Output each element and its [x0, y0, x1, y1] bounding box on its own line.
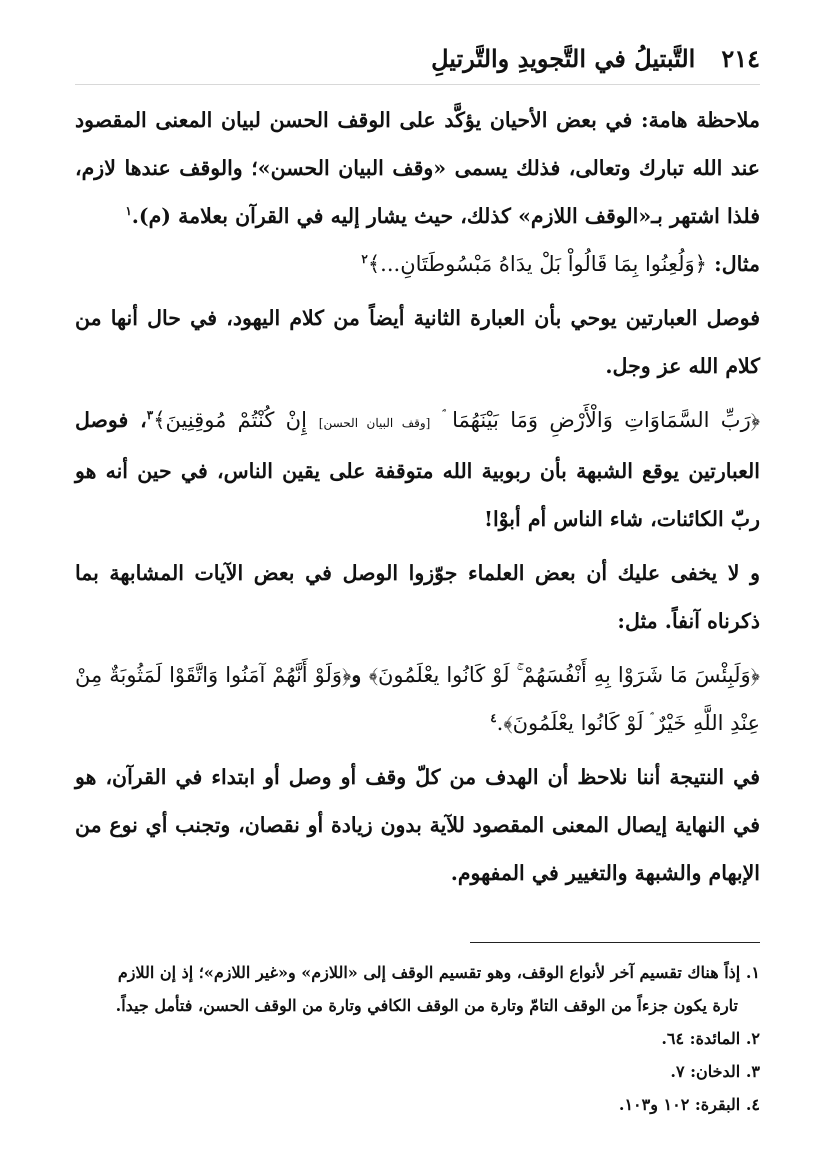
- footnotes: [75, 956, 760, 1121]
- page-number: ٢١٤: [721, 43, 760, 73]
- footnote-text: البقرة: ١٠٢ و١٠٣.: [618, 1095, 741, 1114]
- footnote-number: ٢.: [745, 1029, 760, 1048]
- paragraph-verses: [75, 651, 760, 747]
- explanation-text: فوصل العبارتين يوحي بأن العبارة الثانية أيضاً من كلام اليهود، في حال أنها من كلام الله عز وجل.: [75, 306, 760, 378]
- paragraph-note: [75, 96, 760, 240]
- footnote-divider: [470, 942, 760, 943]
- footnote-ref-2[interactable]: ٢: [361, 252, 368, 267]
- footnote-text: الدخان: ٧.: [670, 1062, 741, 1081]
- footnote-number: ٣.: [745, 1062, 760, 1081]
- footnote-ref-1[interactable]: ١: [125, 204, 132, 219]
- connector-text: و: [351, 663, 369, 687]
- footnote-text-continued: تارة يكون جزءاً من الوقف التامّ وتارة من الوقف الكافي وتارة من الوقف الحسن، فتأمل جيداً.: [115, 996, 738, 1015]
- footnote-ref-4[interactable]: ٤: [490, 711, 497, 726]
- header-divider: [75, 84, 760, 85]
- book-title: التَّبتيلُ في التَّجويدِ والتَّرتيلِ: [431, 43, 696, 73]
- footnote-text: المائدة: ٦٤.: [661, 1029, 741, 1048]
- paragraph-conclusion: [75, 753, 760, 897]
- example-label: مثال:: [714, 252, 760, 276]
- conclusion-text: في النتيجة أننا نلاحظ أن الهدف من كلّ وقف أو وصل أو ابتداء في القرآن، هو في النهاية إيصال المعنى المقصود للآية بدون زيادة أو نقصان، وتجنب أي نوع من الإبهام والشبهة والتغيير في المفهوم.: [75, 765, 760, 885]
- quran-verse: ﴿وَلَوْ أَنَّهُمْ آمَنُوا وَاتَّقَوْا لَمَثُوبَةٌ مِنْ عِنْدِ اللَّهِ خَيْرٌ ۘ لَوْ كَانُوا يعْلَمُونَ﴾.: [75, 663, 760, 735]
- footnote-2: [75, 1022, 760, 1055]
- footnote-3: [75, 1055, 760, 1088]
- page-header: [75, 38, 760, 78]
- footnote-text: إذاً هناك تقسيم آخر لأنواع الوقف، وهو تقسيم الوقف إلى «اللازم» و«غير اللازم»؛ إذ إن اللازم: [117, 963, 741, 982]
- paragraph-verse-example: [75, 396, 760, 543]
- note-text: ملاحظة هامة: في بعض الأحيان يؤكَّد على الوقف الحسن لبيان المعنى المقصود عند الله تبارك وتعالى، فذلك يسمى «وقف البيان الحسن»؛ والوقف عندها لازم، فلذا اشتهر بـ«الوقف اللازم» كذلك، حيث يشار إليه في القرآن بعلامة (م).: [75, 108, 760, 228]
- paragraph-scholars: [75, 549, 760, 645]
- quran-verse: ﴿رَبِّ السَّمَاوَاتِ وَالْأَرْضِ وَمَا بَيْنَهُمَا ۘ: [442, 408, 761, 432]
- footnote-number: ١.: [745, 963, 760, 982]
- footnote-4: [75, 1088, 760, 1121]
- footnote-number: ٤.: [745, 1095, 760, 1114]
- verse-explanation-text: ، فوصل العبارتين يوقع الشبهة بأن ربوبية الله متوقفة على يقين الناس، في حين أنه هو ربّ الكائنات، شاء الناس أم أبوْا!: [75, 408, 760, 531]
- stop-mark-note: [وقف البيان الحسن]: [318, 416, 431, 430]
- footnote-1: [75, 956, 760, 1022]
- paragraph-explanation: [75, 294, 760, 390]
- quran-verse: ﴿وَلَبِئْسَ مَا شَرَوْا بِهِ أَنْفُسَهُمْ ۚ لَوْ كَانُوا يعْلَمُونَ﴾: [368, 663, 760, 687]
- footnote-ref-3[interactable]: ٣: [146, 408, 154, 423]
- paragraph-example: [75, 240, 760, 288]
- page-body: [75, 96, 760, 897]
- quran-verse: ﴿وَلُعِنُوا بِمَا قَالُواْ بَلْ يدَاهُ مَبْسُوطَتَانِ...﴾: [367, 252, 707, 276]
- quran-verse: إِنْ كُنْتُمْ مُوقِنِينَ﴾: [153, 408, 307, 432]
- scholars-text: و لا يخفى عليك أن بعض العلماء جوّزوا الوصل في بعض الآيات المشابهة بما ذكرناه آنفاً. مثل:: [75, 561, 760, 633]
